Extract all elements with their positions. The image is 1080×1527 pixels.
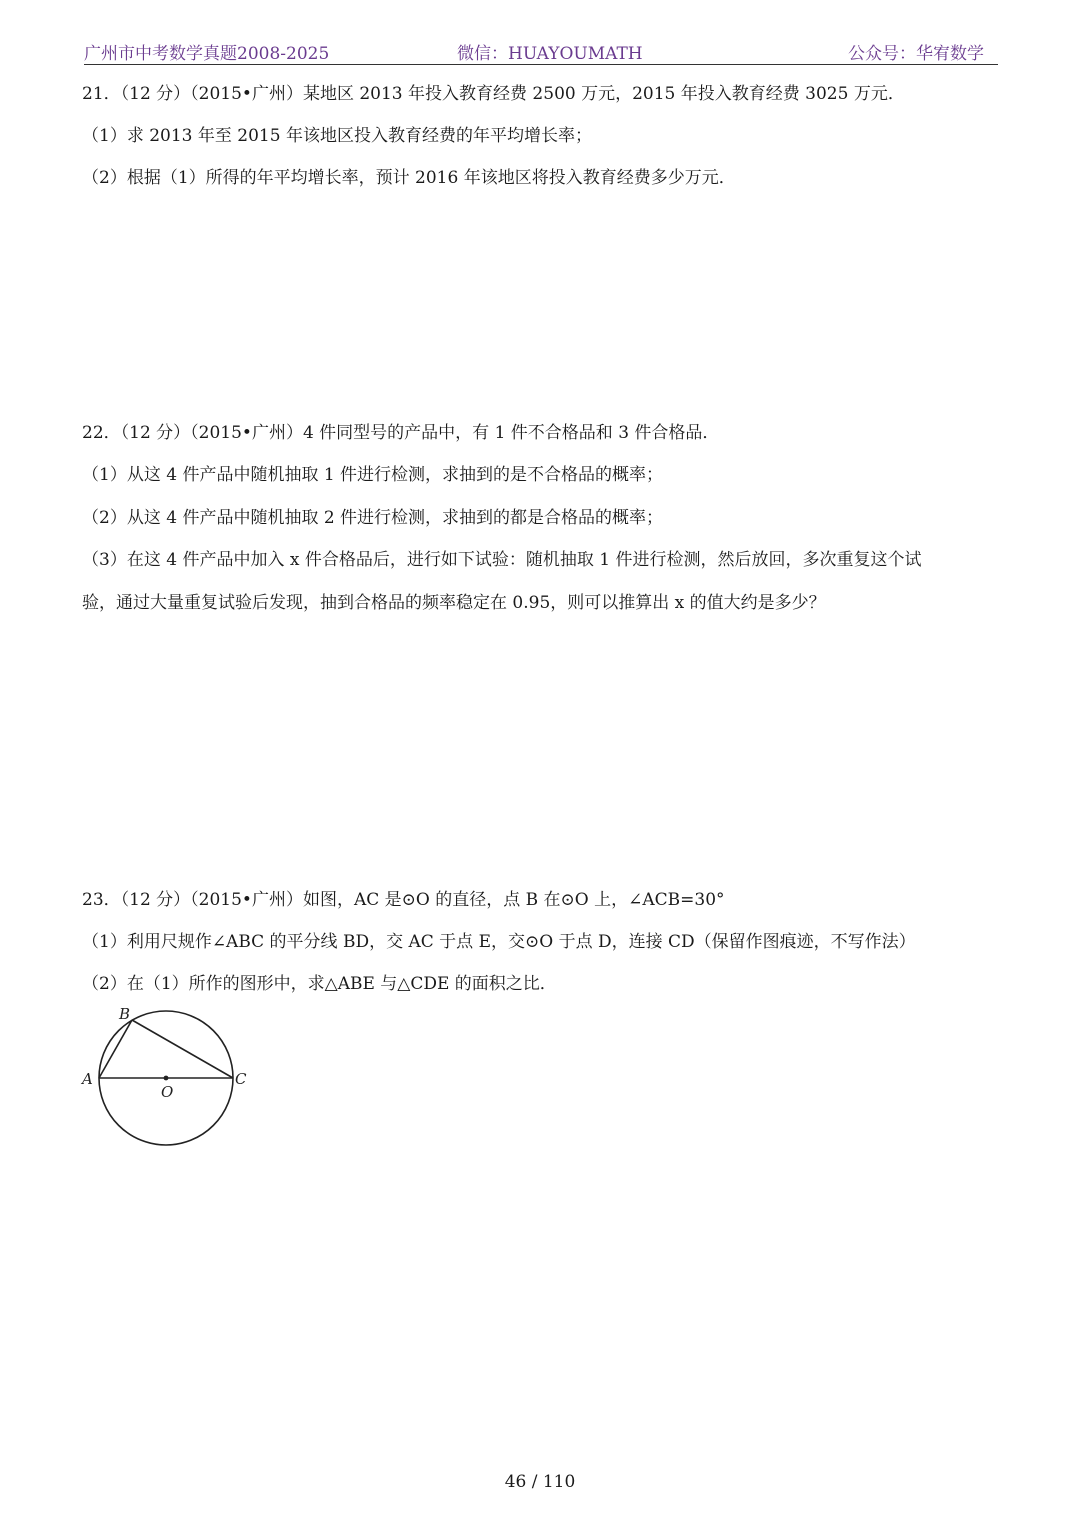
page-header [84, 36, 998, 65]
label-o: O [161, 1083, 174, 1101]
page-number: 46 / 110 [504, 1472, 576, 1492]
q23-stem: 23．（12 分）（2015•广州）如图，AC 是⊙O 的直径，点 B 在⊙O 上，∠ACB=30° [82, 890, 725, 910]
header-title: 广州市中考数学真题2008-2025 [84, 44, 330, 64]
header-wechat: 微信：HUAYOUMATH [457, 44, 643, 64]
q22-part2: （2）从这 4 件产品中随机抽取 2 件进行检测，求抽到的都是合格品的概率； [82, 508, 664, 528]
q21-stem: 21．（12 分）（2015•广州）某地区 2013 年投入教育经费 2500 万元，2015 年投入教育经费 3025 万元． [82, 84, 905, 104]
q22-part1: （1）从这 4 件产品中随机抽取 1 件进行检测，求抽到的是不合格品的概率； [82, 465, 664, 485]
q22-part3-line1: （3）在这 4 件产品中加入 x 件合格品后，进行如下试验：随机抽取 1 件进行检测，然后放回，多次重复这个试 [82, 550, 922, 570]
header-official-account: 公众号：华宥数学 [848, 44, 984, 64]
label-b: B [119, 1005, 131, 1023]
center-point-o [164, 1076, 169, 1081]
q23-part2: （2）在（1）所作的图形中，求△ABE 与△CDE 的面积之比． [82, 974, 557, 994]
q23-part1: （1）利用尺规作∠ABC 的平分线 BD，交 AC 于点 E，交⊙O 于点 D，连接 CD（保留作图痕迹，不写作法） [82, 932, 916, 952]
q21-part1: （1）求 2013 年至 2015 年该地区投入教育经费的年平均增长率； [82, 126, 592, 146]
label-a: A [82, 1070, 93, 1088]
segment-bc [132, 1020, 233, 1078]
q21-part2: （2）根据（1）所得的年平均增长率，预计 2016 年该地区将投入教育经费多少万元． [82, 168, 736, 188]
label-c: C [235, 1070, 247, 1088]
segment-ab [99, 1020, 132, 1078]
circle-diagram [78, 1002, 258, 1152]
q22-part3-line2: 验，通过大量重复试验后发现，抽到合格品的频率稳定在 0.95，则可以推算出 x 的值大约是多少？ [82, 593, 826, 613]
q22-stem: 22．（12 分）（2015•广州）4 件同型号的产品中，有 1 件不合格品和 3 件合格品． [82, 423, 720, 443]
